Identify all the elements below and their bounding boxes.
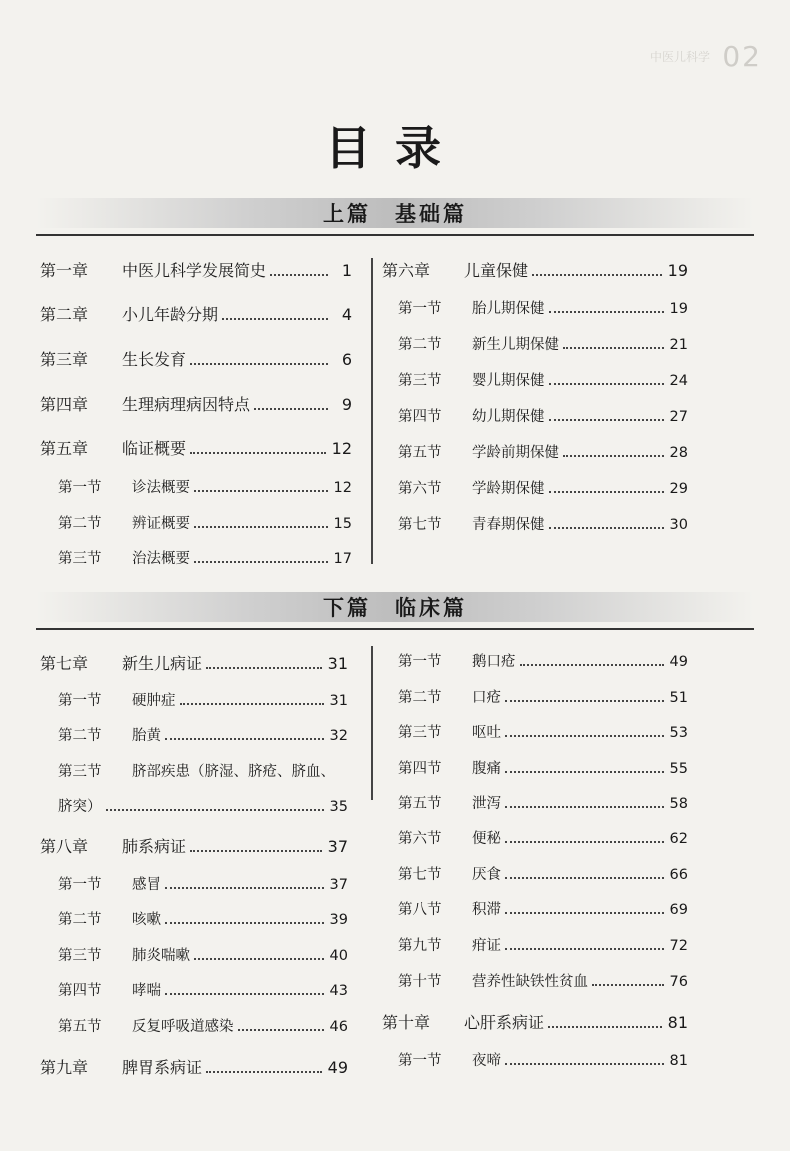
toc-entry[interactable]: 第二节 口疮 51 — [398, 690, 688, 706]
toc-entry[interactable]: 第四节 哮喘 43 — [58, 983, 348, 999]
toc-entry[interactable]: 第三节 脐部疾患（脐湿、脐疮、脐血、 — [58, 764, 335, 780]
toc-entry[interactable]: 第二节 辨证概要 15 — [58, 516, 352, 532]
column-divider-lower — [371, 646, 373, 800]
toc-entry[interactable]: 第一节 感冒 37 — [58, 877, 348, 893]
toc-entry[interactable]: 第一节 胎儿期保健 19 — [398, 301, 688, 317]
column-divider-upper — [371, 258, 373, 564]
running-title: 中医儿科学 — [649, 50, 710, 64]
toc-entry[interactable]: 第三节 治法概要 17 — [58, 551, 352, 567]
toc-entry[interactable]: 第五章 临证概要 12 — [40, 439, 352, 458]
toc-entry[interactable]: 第一节 硬肿症 31 — [58, 693, 348, 709]
divider-rule-upper — [36, 234, 754, 236]
toc-entry[interactable]: 第八章 肺系病证 37 — [40, 837, 348, 856]
toc-entry[interactable]: 第四节 腹痛 55 — [398, 761, 688, 777]
toc-entry[interactable]: 第二节 新生儿期保健 21 — [398, 337, 688, 353]
part-label-upper: 上篇 基础篇 — [323, 201, 467, 226]
toc-entry[interactable]: 第二章 小儿年龄分期 4 — [40, 305, 352, 324]
toc-entry[interactable]: 第六节 学龄期保健 29 — [398, 481, 688, 497]
toc-entry[interactable]: 第一节 诊法概要 12 — [58, 480, 352, 496]
toc-entry[interactable]: 第六节 便秘 62 — [398, 831, 688, 847]
toc-entry[interactable]: 第五节 泄泻 58 — [398, 796, 688, 812]
toc-entry[interactable]: 第五节 学龄前期保健 28 — [398, 445, 688, 461]
toc-entry[interactable]: 第四章 生理病理病因特点 9 — [40, 395, 352, 414]
toc-entry[interactable]: 第八节 积滞 69 — [398, 902, 688, 918]
toc-entry[interactable]: 第六章 儿童保健 19 — [382, 261, 688, 280]
toc-entry[interactable]: 第一节 鹅口疮 49 — [398, 654, 688, 670]
toc-entry[interactable]: 第七章 新生儿病证 31 — [40, 654, 348, 673]
toc-entry[interactable]: 第七节 厌食 66 — [398, 867, 688, 883]
toc-entry[interactable]: 第二节 胎黄 32 — [58, 728, 348, 744]
toc-entry[interactable]: 第三节 肺炎喘嗽 40 — [58, 948, 348, 964]
toc-entry[interactable]: 第一节 夜啼 81 — [398, 1053, 688, 1069]
page-title: 目录 — [325, 121, 465, 175]
toc-entry[interactable]: 第九节 疳证 72 — [398, 938, 688, 954]
part-band-upper — [36, 198, 754, 228]
toc-entry[interactable]: 第七节 青春期保健 30 — [398, 517, 688, 533]
toc-entry[interactable]: 第九章 脾胃系病证 49 — [40, 1058, 348, 1077]
toc-entry-continuation[interactable]: 脐突） 35 — [58, 799, 348, 815]
toc-entry[interactable]: 第二节 咳嗽 39 — [58, 912, 348, 928]
toc-entry[interactable]: 第三节 呕吐 53 — [398, 725, 688, 741]
toc-entry[interactable]: 第五节 反复呼吸道感染 46 — [58, 1019, 348, 1035]
part-label-lower: 下篇 临床篇 — [323, 595, 467, 620]
toc-entry[interactable]: 第三章 生长发育 6 — [40, 350, 352, 369]
page-number: 02 — [722, 40, 762, 73]
divider-rule-lower — [36, 628, 754, 630]
toc-entry[interactable]: 第十章 心肝系病证 81 — [382, 1013, 688, 1032]
toc-entry[interactable]: 第一章 中医儿科学发展简史 1 — [40, 261, 352, 280]
toc-entry[interactable]: 第十节 营养性缺铁性贫血 76 — [398, 974, 688, 990]
toc-entry[interactable]: 第三节 婴儿期保健 24 — [398, 373, 688, 389]
part-band-lower — [36, 592, 754, 622]
toc-entry[interactable]: 第四节 幼儿期保健 27 — [398, 409, 688, 425]
